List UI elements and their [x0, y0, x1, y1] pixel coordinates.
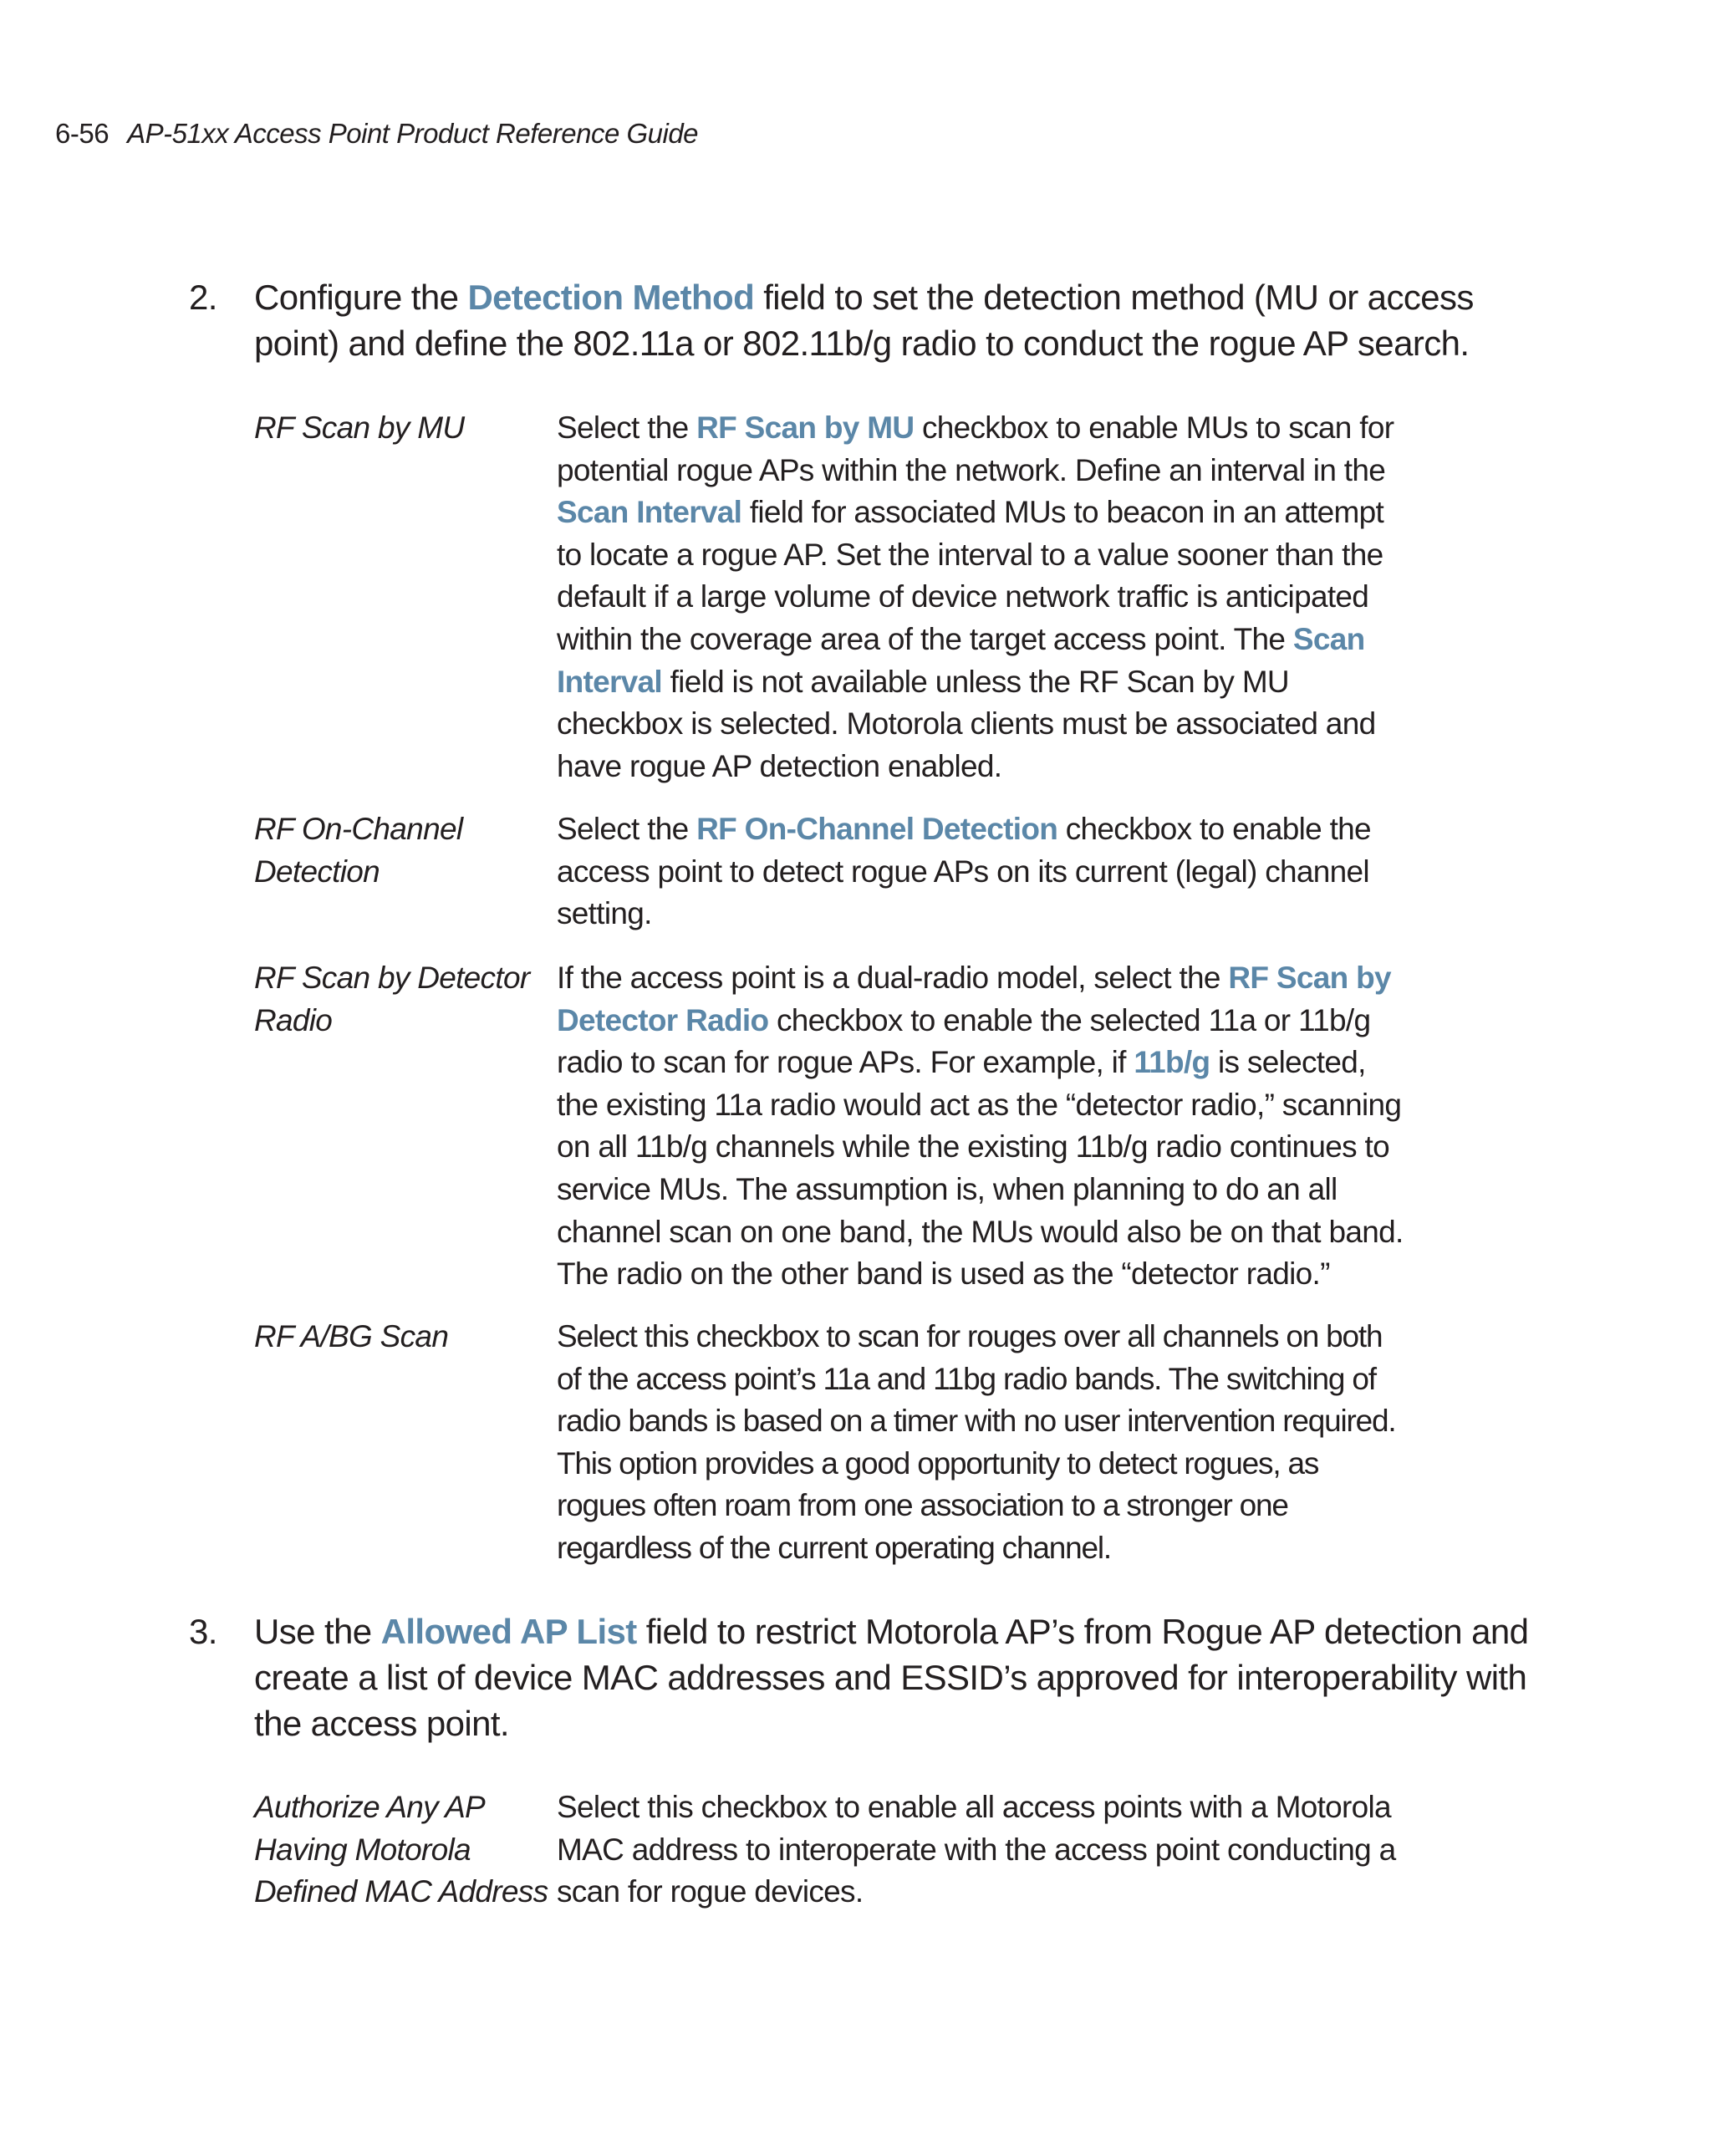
- step-3: [189, 1608, 1543, 1746]
- definition-rf-scan-by-detector-radio: [254, 957, 1424, 1296]
- step-text: Use the Allowed AP List field to restrict Motorola AP’s from Rogue AP detection and create a list of device MAC addresses and ESSID’s approved for interoperability with the access point.: [254, 1612, 1529, 1743]
- definition-term: RF A/BG Scan: [254, 1319, 449, 1353]
- definition-description: If the access point is a dual-radio model, select the RF Scan by Detector Radio checkbox to enable the selected 11a or 11b/g radio to scan for rogue APs. For example, if 11b/g is selected, the existing 11a radio would act as the “detector radio,” scanning on all 11b/g channels while the existing 11b/g radio continues to service MUs. The assumption is, when planning to do an all channel scan on one band, the MUs would also be on that band. The radio on the other band is used as the “detector radio.”: [557, 961, 1404, 1292]
- definition-authorize-any-ap: [254, 1786, 1424, 1914]
- definition-term: RF On-Channel Detection: [254, 812, 463, 889]
- field-name-detection-method: Detection Method: [467, 278, 755, 317]
- field-name-11bg: 11b/g: [1134, 1045, 1210, 1080]
- step-number: 3.: [189, 1612, 217, 1651]
- field-name-rf-scan-by-detector-radio: RF Scan by Detector Radio: [557, 961, 1391, 1037]
- definition-term: RF Scan by Detector Radio: [254, 961, 530, 1037]
- definition-rf-on-channel-detection: [254, 808, 1424, 935]
- field-name-rf-scan-by-mu: RF Scan by MU: [696, 410, 915, 445]
- field-name-allowed-ap-list: Allowed AP List: [380, 1612, 637, 1651]
- definition-description: Select the RF On-Channel Detection checkbox to enable the access point to detect rogue APs on its current (legal) channel setting.: [557, 812, 1371, 931]
- field-name-scan-interval: Scan Interval: [557, 621, 1365, 699]
- page-number: 6-56: [55, 118, 110, 149]
- definition-description: Select the RF Scan by MU checkbox to enable MUs to scan for potential rogue APs within the network. Define an interval in the Scan Interval field for associated MUs to beacon in an attempt to locate a rogue AP. Set the interval to a value sooner than the default if a large volume of device network traffic is anticipated within the coverage area of the target access point. The Scan Interval field is not available unless the RF Scan by MU checkbox is selected. Motorola clients must be associated and have rogue AP detection enabled.: [557, 410, 1394, 783]
- definition-rf-abg-scan: [254, 1316, 1424, 1570]
- definition-description: Select this checkbox to scan for rouges over all channels on both of the access point’s 11a and 11bg radio bands. The switching of radio bands is based on a timer with no user intervention required. This option provides a good opportunity to detect rogues, as rogues often roam from one association to a stronger one regardless of the current operating channel.: [557, 1319, 1396, 1565]
- field-name-scan-interval: Scan Interval: [557, 495, 742, 530]
- step-number: 2.: [189, 278, 217, 317]
- definition-description: Select this checkbox to enable all access points with a Motorola MAC address to interoperate with the access point conducting a scan for rogue devices.: [557, 1790, 1396, 1909]
- page-header: [55, 117, 698, 150]
- definition-rf-scan-by-mu: [254, 407, 1424, 787]
- definition-term: RF Scan by MU: [254, 410, 465, 445]
- guide-title: AP-51xx Access Point Product Reference Guide: [127, 118, 699, 149]
- definition-term: Authorize Any AP Having Motorola Defined MAC Address: [254, 1790, 548, 1909]
- field-name-rf-on-channel-detection: RF On-Channel Detection: [696, 812, 1058, 846]
- step-2: [189, 274, 1543, 366]
- step-text: Configure the Detection Method field to set the detection method (MU or access point) and define the 802.11a or 802.11b/g radio to conduct the rogue AP search.: [254, 278, 1474, 363]
